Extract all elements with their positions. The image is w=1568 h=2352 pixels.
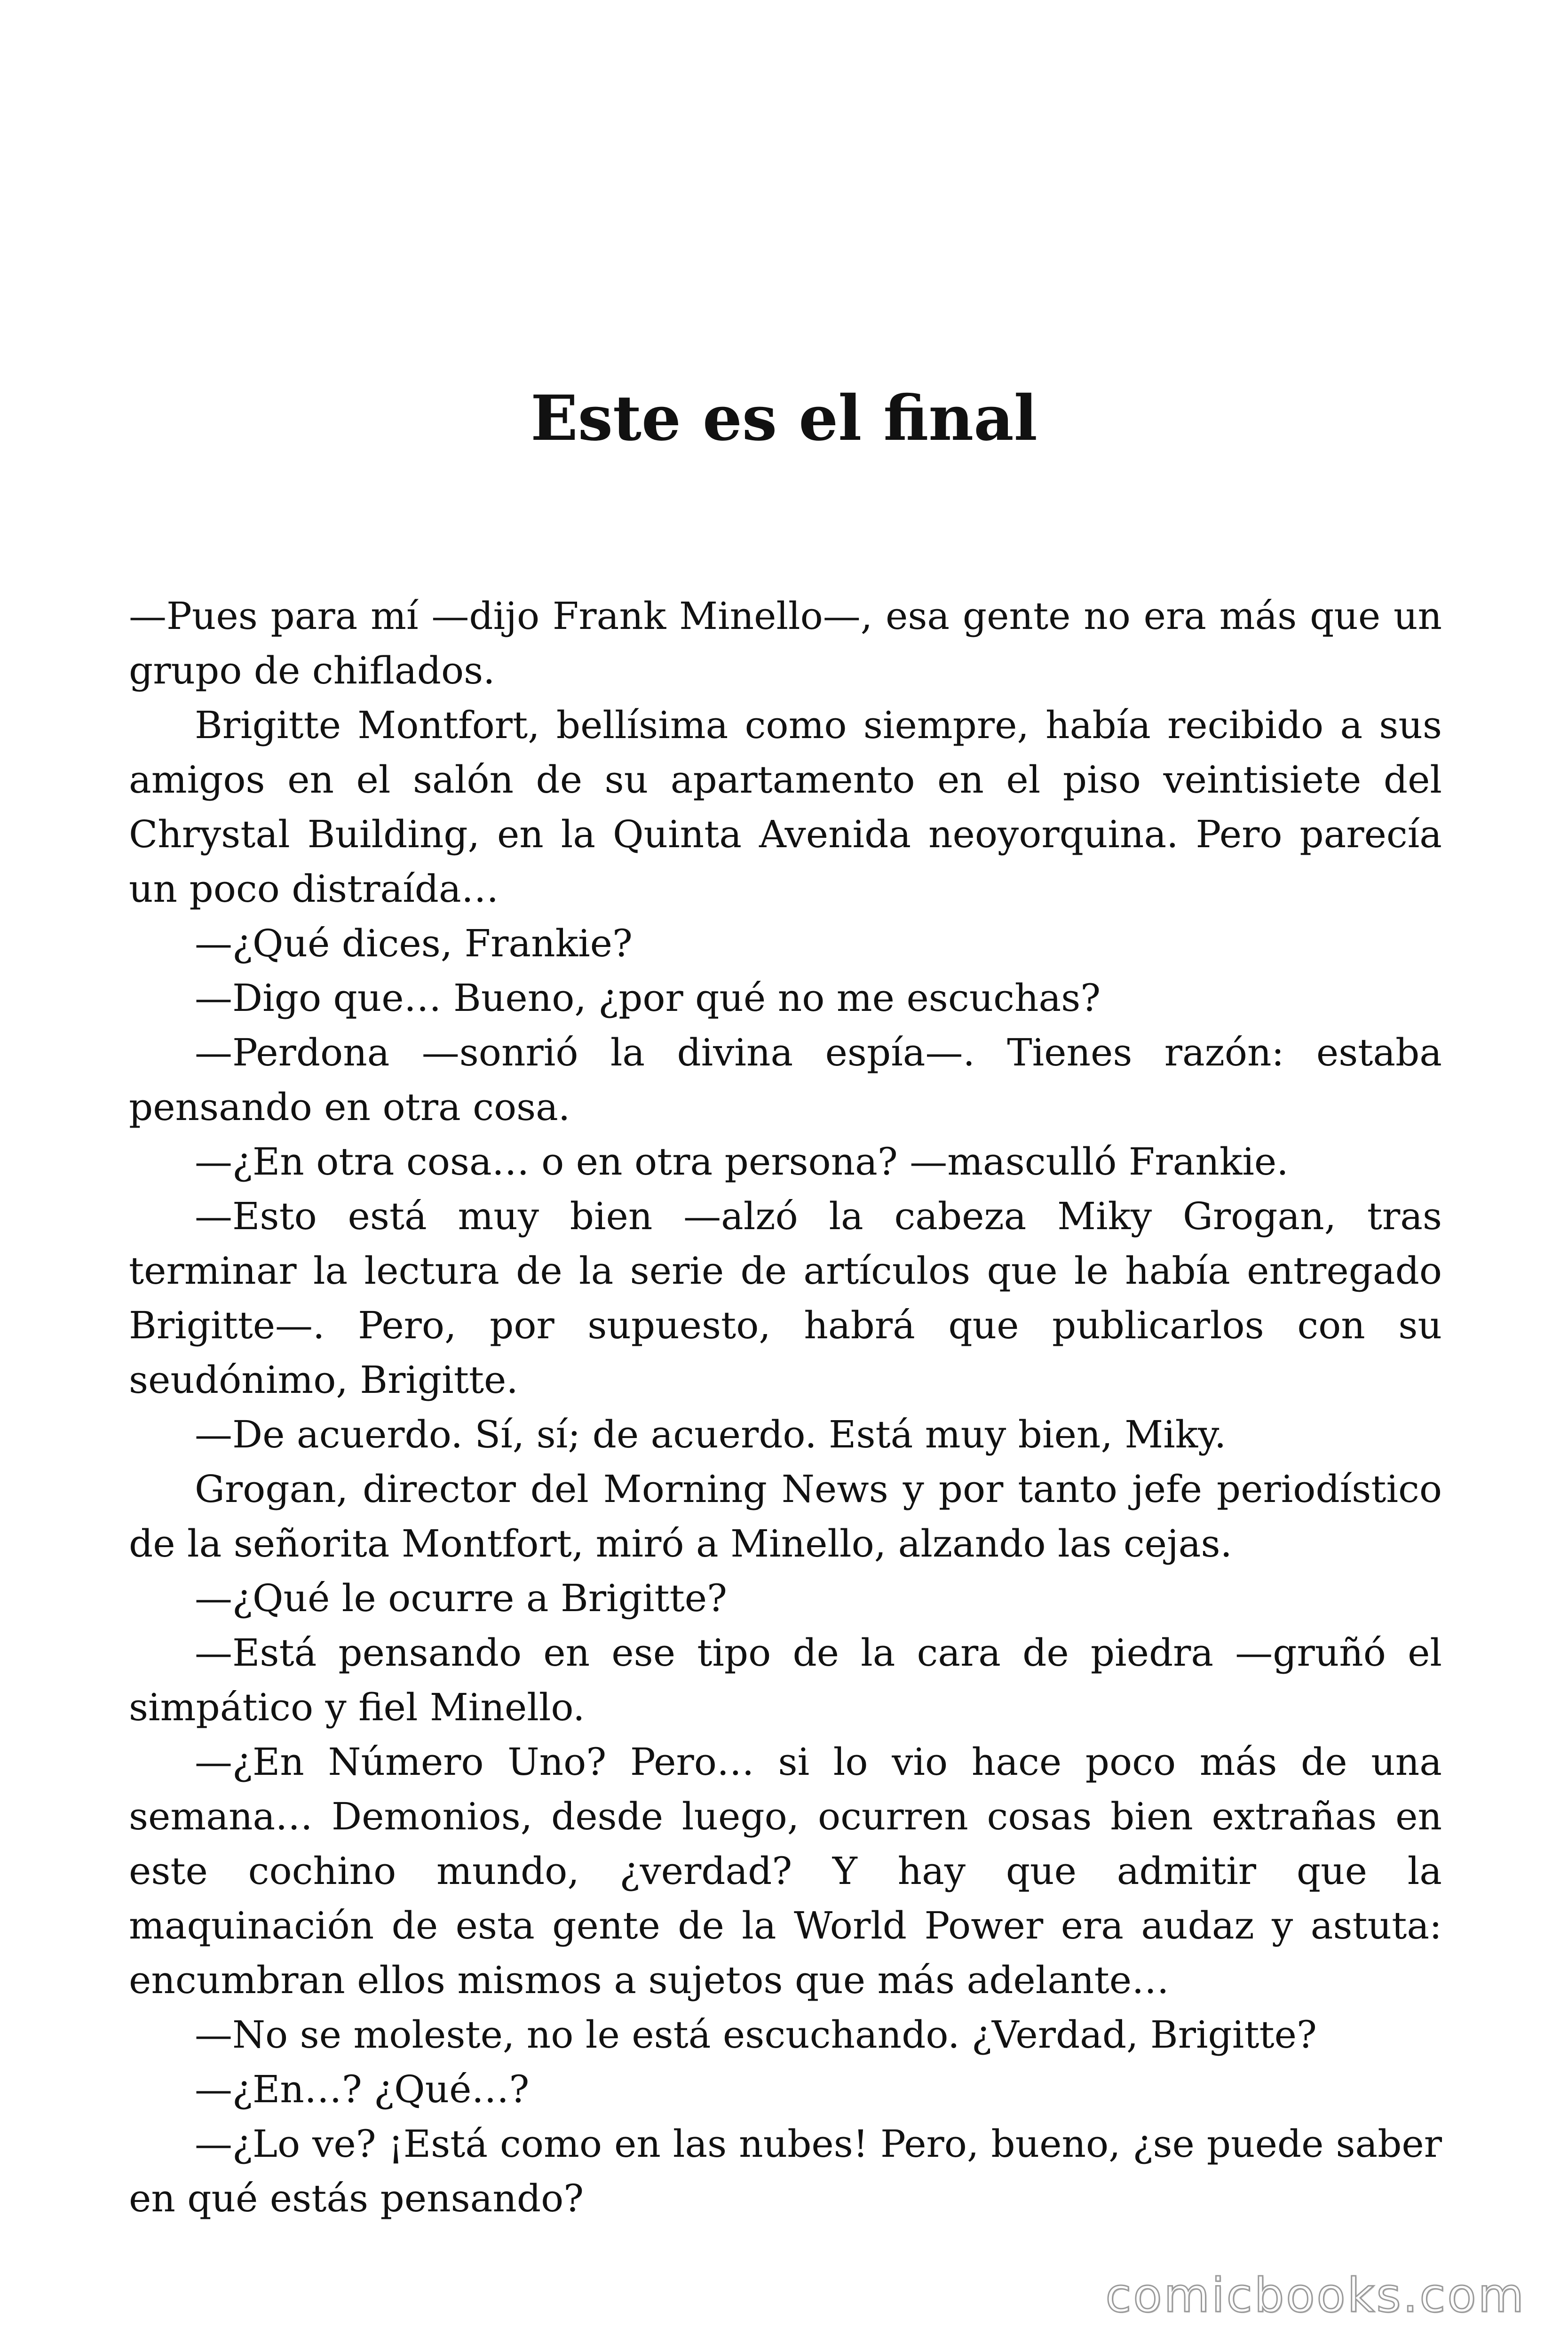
chapter-title: Este es el final — [531, 382, 1037, 455]
paragraph: —¿Lo ve? ¡Está como en las nubes! Pero, bueno, ¿se puede saber en qué estás pensando? — [129, 2122, 1442, 2220]
paragraph: —Pues para mí —dijo Frank Minello—, esa gente no era más que un grupo de chiflados. — [129, 594, 1442, 692]
paragraph: —No se moleste, no le está escuchando. ¿Verdad, Brigitte? — [195, 2013, 1317, 2057]
paragraph: —¿Qué dices, Frankie? — [195, 922, 633, 965]
paragraph: —¿En…? ¿Qué…? — [195, 2067, 530, 2111]
paragraph: —¿En Número Uno? Pero… si lo vio hace poco más de una semana… Demonios, desde luego, ocurren cosas bien extrañas en este cochino mundo, ¿verdad? Y hay que admitir que la maquinación de esta gente de la World Power era audaz y astuta: encumbran ellos mismos a sujetos que más adelante… — [129, 1740, 1442, 2002]
paragraph: —De acuerdo. Sí, sí; de acuerdo. Está muy bien, Miky. — [195, 1413, 1227, 1456]
watermark: comicbooks.com — [1105, 2268, 1526, 2323]
paragraph: —¿Qué le ocurre a Brigitte? — [195, 1576, 727, 1620]
paragraph: Brigitte Montfort, bellísima como siempre, había recibido a sus amigos en el salón de su apartamento en el piso veintisiete del Chrystal Building, en la Quinta Avenida neoyorquina. Pero parecía un poco distraída… — [129, 703, 1442, 911]
paragraph: —Digo que… Bueno, ¿por qué no me escuchas? — [195, 976, 1101, 1020]
body-text — [129, 589, 1442, 2226]
paragraph: Grogan, director del Morning News y por tanto jefe periodístico de la señorita Montfort, miró a Minello, alzando las cejas. — [129, 1467, 1442, 1565]
paragraph: —Está pensando en ese tipo de la cara de piedra —gruñó el simpático y fiel Minello. — [129, 1631, 1442, 1729]
paragraph: —Perdona —sonrió la divina espía—. Tienes razón: estaba pensando en otra cosa. — [129, 1031, 1442, 1129]
paragraph: —Esto está muy bien —alzó la cabeza Miky Grogan, tras terminar la lectura de la serie de artículos que le había entregado Brigitte—. Pero, por supuesto, habrá que publicarlos con su seudónimo, Brigitte. — [129, 1194, 1442, 1402]
paragraph: —¿En otra cosa… o en otra persona? —masculló Frankie. — [195, 1140, 1289, 1184]
